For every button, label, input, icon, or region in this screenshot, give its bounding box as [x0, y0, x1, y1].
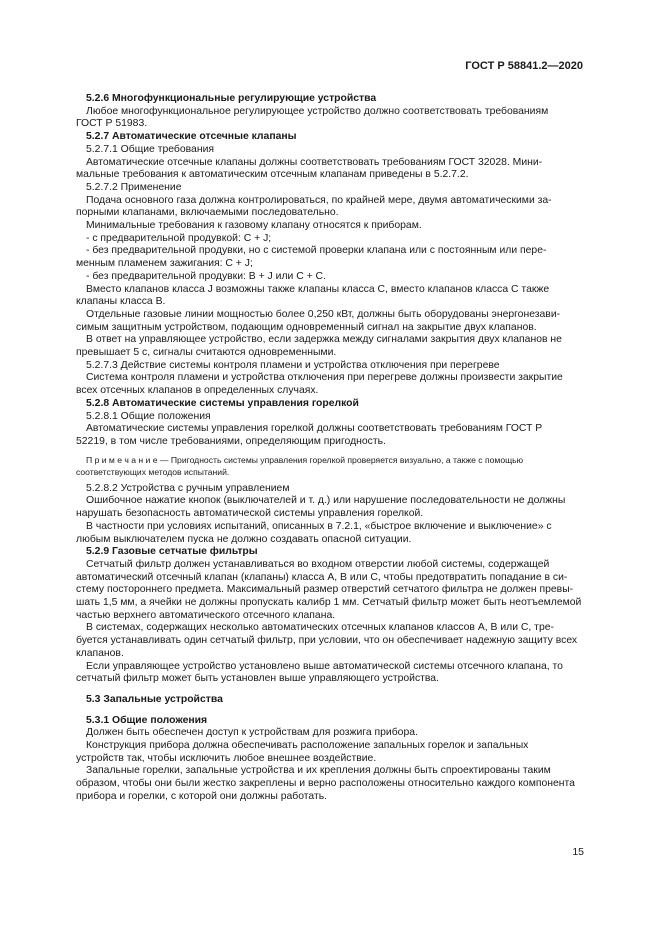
text-line: В частности при условиях испытаний, описанных в 7.2.1, «быстрое включение и выключение» с [86, 520, 552, 532]
text-line: В системах, содержащих несколько автоматических отсечных клапанов классов A, B или C, тре- [86, 622, 554, 634]
section-heading: 5.2.7 Автоматические отсечные клапаны [86, 131, 297, 143]
text-line: клапанов. [76, 647, 124, 659]
text-line: сетчатый фильтр может быть установлен выше управляющего устройства. [76, 673, 439, 685]
text-line: 5.2.8.1 Общие положения [86, 410, 211, 422]
page-number: 15 [572, 846, 584, 858]
text-line: - с предварительной продувкой: C + J; [86, 232, 272, 244]
document-body [76, 93, 583, 804]
section-heading: 5.3.1 Общие положения [86, 714, 208, 726]
note-line: П р и м е ч а н и е — Пригодность системы управления горелкой проверяется визуально, а также с помощью [86, 454, 524, 465]
text-line: Конструкция прибора должна обеспечивать расположение запальных горелок и запальных [86, 740, 529, 752]
note-line: соответствующих методов испытаний. [76, 466, 230, 477]
text-line: Должен быть обеспечен доступ к устройствам для розжига прибора. [86, 727, 418, 739]
text-line: Ошибочное нажатие кнопок (выключателей и т. д.) или нарушение последовательности не должны [86, 495, 566, 507]
text-line: мальные требования к автоматическим отсечным клапанам приведены в 5.2.7.2. [76, 169, 469, 181]
text-line: Подача основного газа должна контролироваться, по крайней мере, двумя автоматическими за- [86, 194, 552, 206]
text-line: 5.2.7.2 Применение [86, 181, 182, 193]
text-line: образом, чтобы они были жестко закреплены и верно расположены относительно каждого компонента [76, 778, 575, 790]
section-heading: 5.2.9 Газовые сетчатые фильтры [86, 546, 258, 558]
text-line: 5.2.8.2 Устройства с ручным управлением [86, 482, 290, 494]
text-line: любым выключателем пуска не должно создавать опасной ситуации. [76, 533, 412, 545]
text-line: клапаны класса B. [76, 296, 166, 308]
text-line: частью верхнего автоматического отсечного клапана. [76, 609, 336, 621]
text-line: 5.2.7.3 Действие системы контроля пламени и устройства отключения при перегреве [86, 359, 500, 371]
document-header: ГОСТ Р 58841.2—2020 [465, 60, 583, 72]
text-line: буется устанавливать один сетчатый фильтр, при условии, что он обеспечивает надежную защиту всех [76, 635, 578, 647]
section-spacer [76, 686, 583, 694]
text-line: устройств так, чтобы исключить любое внешнее воздействие. [76, 752, 377, 764]
text-line: превышает 5 с, сигналы считаются одновременными. [76, 347, 337, 359]
text-line: стему постороннего предмета. Максимальный размер отверстий сетчатого фильтра не должен превы- [76, 584, 574, 596]
text-line: автоматический отсечный клапан (клапаны) класса A, B или C, чтобы предотвратить попадание в си- [76, 571, 568, 583]
text-line: В ответ на управляющее устройство, если задержка между сигналами закрытия двух клапанов не [86, 334, 562, 346]
text-line: 5.2.7.1 Общие требования [86, 143, 214, 155]
text-line: Автоматические системы управления горелкой должны соответствовать требованиям ГОСТ Р [86, 423, 543, 435]
section-heading: 5.2.6 Многофункциональные регулирующие устройства [86, 93, 377, 104]
text-line: шать 1,5 мм, а ячейки не должны пропускать калибр 1 мм. Сетчатый фильтр может быть неотъемлемой [76, 597, 582, 609]
section-heading: 5.3 Запальные устройства [86, 693, 223, 705]
section-spacer [76, 707, 583, 715]
section-heading: 5.2.8 Автоматические системы управления горелкой [86, 397, 359, 409]
text-line: нарушать безопасность автоматической системы управления горелкой. [76, 508, 424, 520]
text-line: - без предварительной продувки, но с системой проверки клапана или с постоянным или пере- [86, 245, 547, 257]
text-line: порными клапанами, включаемыми последовательно. [76, 207, 339, 219]
text-line: Отдельные газовые линии мощностью более 0,250 кВт, должны быть оборудованы энергонезави- [86, 308, 561, 320]
text-line: 52219, в том числе требованиями, определяющим пригодность. [76, 435, 386, 447]
text-line: прибора и горелки, с которой они должны работать. [76, 790, 328, 802]
text-line: Вместо клапанов класса J возможны также клапаны класса C, вместо клапанов класса C также [86, 283, 550, 295]
text-line: Система контроля пламени и устройства отключения при перегреве должны произвести закрытие [86, 372, 563, 384]
text-line: ГОСТ Р 51983. [76, 118, 148, 130]
text-line: всех отсечных клапанов в определенных случаях. [76, 385, 319, 397]
text-line: Любое многофункциональное регулирующее устройство должно соответствовать требованиям [86, 105, 549, 117]
text-line: Минимальные требования к газовому клапану относятся к приборам. [86, 220, 422, 232]
text-line: Запальные горелки, запальные устройства и их крепления должны быть спроектированы таким [86, 765, 551, 777]
text-line: менным пламенем зажигания: C + J; [76, 258, 253, 270]
text-line: - без предварительной продувки: B + J или C + C. [86, 270, 326, 282]
text-line: Сетчатый фильтр должен устанавливаться во входном отверстии любой системы, содержащей [86, 558, 550, 570]
text-line: Автоматические отсечные клапаны должны соответствовать требованиям ГОСТ 32028. Мини- [86, 156, 543, 168]
text-line: симым защитным устройством, подающим одновременный сигнал на закрытие двух клапанов. [76, 321, 537, 333]
text-line: Если управляющее устройство установлено выше автоматической системы отсечного клапана, то [86, 660, 563, 672]
